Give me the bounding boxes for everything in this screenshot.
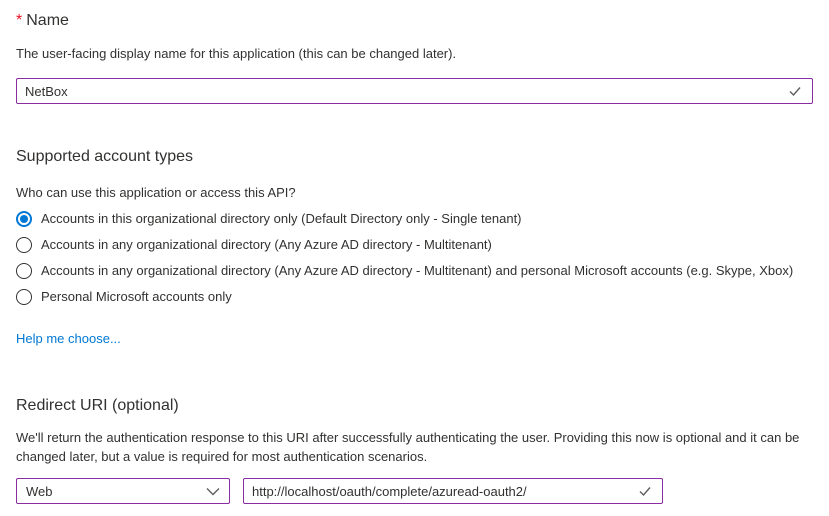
radio-option-label: Personal Microsoft accounts only	[41, 289, 232, 304]
chevron-down-icon	[206, 487, 220, 496]
redirect-uri-row	[16, 478, 813, 504]
checkmark-icon	[787, 83, 803, 99]
redirect-uri-field	[243, 478, 663, 504]
redirect-uri-title: Redirect URI (optional)	[16, 397, 179, 414]
radio-option-multitenant-personal[interactable]	[16, 263, 813, 279]
name-title-text: Name	[26, 12, 69, 29]
radio-button[interactable]	[16, 237, 32, 253]
radio-option-label: Accounts in any organizational directory (Any Azure AD directory - Multitenant) and personal Microsoft accounts (e.g. Skype, Xbox)	[41, 263, 794, 278]
supported-account-types-title: Supported account types	[16, 148, 194, 165]
radio-option-personal-only[interactable]	[16, 289, 813, 305]
help-me-choose-link[interactable]: Help me choose...	[16, 331, 121, 346]
app-name-input[interactable]	[17, 79, 787, 103]
radio-option-label: Accounts in this organizational directory only (Default Directory only - Single tenant)	[41, 211, 522, 226]
radio-option-multitenant[interactable]	[16, 237, 813, 253]
name-description: The user-facing display name for this application (this can be changed later).	[16, 46, 457, 61]
radio-button[interactable]	[16, 211, 32, 227]
radio-button[interactable]	[16, 289, 32, 305]
platform-select[interactable]	[16, 478, 230, 504]
redirect-uri-description: We'll return the authentication response to this URI after successfully authenticating the user. Providing this now is optional and it can be changed later, but a value is required for most authentication scenarios.	[16, 430, 800, 464]
radio-option-single-tenant[interactable]	[16, 211, 813, 227]
app-registration-form	[0, 11, 829, 504]
name-section-title	[16, 11, 813, 31]
app-name-field	[16, 78, 813, 104]
radio-button[interactable]	[16, 263, 32, 279]
checkmark-icon	[637, 483, 653, 499]
account-types-radio-group	[16, 211, 813, 305]
redirect-uri-input[interactable]	[244, 479, 637, 503]
platform-select-value: Web	[26, 483, 53, 499]
radio-option-label: Accounts in any organizational directory (Any Azure AD directory - Multitenant)	[41, 237, 492, 252]
account-types-question: Who can use this application or access this API?	[16, 185, 296, 200]
required-asterisk: *	[16, 12, 23, 29]
